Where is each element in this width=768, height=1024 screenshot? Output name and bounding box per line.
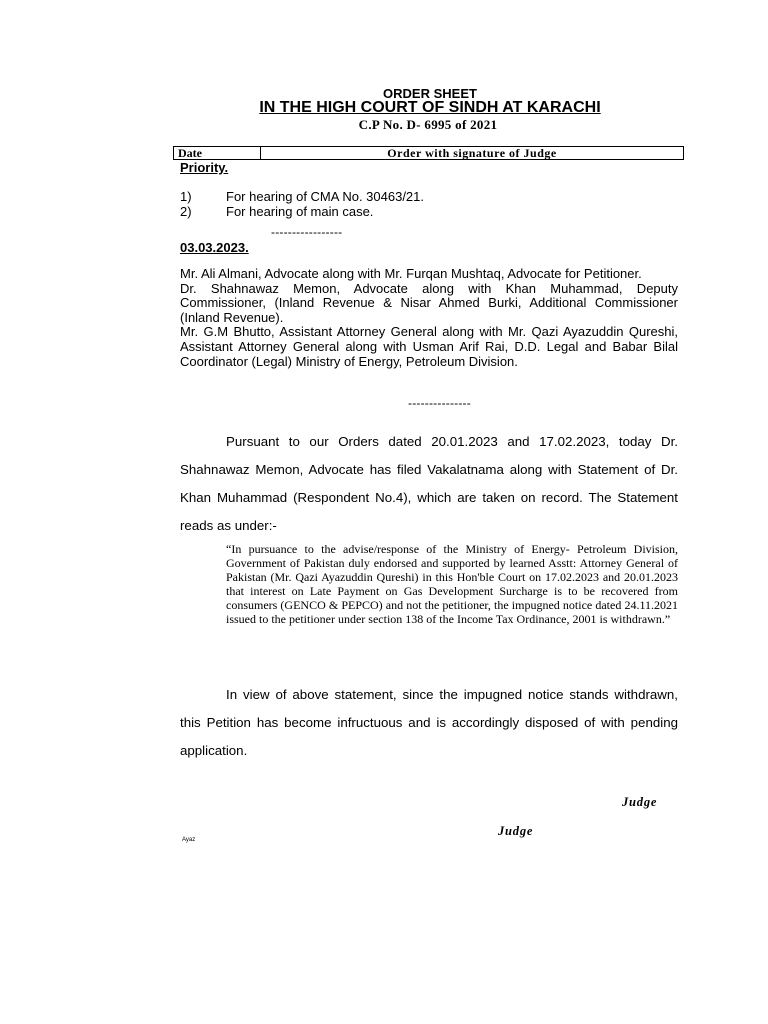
order-table-header	[173, 146, 684, 160]
separator: -----------------	[271, 225, 343, 239]
order-paragraph	[180, 428, 678, 540]
statement-quote: “In pursuance to the advise/response of the Ministry of Energy- Petroleum Division, Government of Pakistan duly endorsed and supported by learned Asstt: Attorney General of Pakistan (Mr. Qazi Ayazuddin Qureshi) in this Hon'ble Court on 17.02.2023 and 20.01.2023 that interest on Late Payment on Gas Development Surcharge is to be recovered from consumers (GENCO & PEPCO) and not the petitioner, the impugned notice dated 24.11.2021 issued to the petitioner under section 138 of the Income Tax Ordinance, 2001 is withdrawn.”	[226, 542, 678, 626]
appearance-respondent: Dr. Shahnawaz Memon, Advocate along with Khan Muhammad, Deputy Commissioner, (Inland Revenue & Nisar Ahmed Burki, Additional Commissioner (Inland Revenue).	[180, 280, 678, 325]
court-name: IN THE HIGH COURT OF SINDH AT KARACHI	[259, 99, 601, 116]
disposal-paragraph	[180, 681, 678, 765]
appearances	[180, 267, 678, 369]
item-number: 2)	[180, 204, 192, 219]
item-number: 1)	[180, 189, 192, 204]
item-text: For hearing of main case.	[226, 204, 374, 219]
date-column-header: Date	[178, 146, 202, 160]
list-item	[180, 204, 680, 220]
judge-signature: Judge	[498, 824, 534, 838]
order-column-header: Order with signature of Judge	[387, 146, 557, 160]
priority-label: Priority.	[180, 160, 229, 175]
order-paragraph-text: Pursuant to our Orders dated 20.01.2023 and 17.02.2023, today Dr. Shahnawaz Memon, Advocate has filed Vakalatnama along with Statement of Dr. Khan Muhammad (Respondent No.4), which are taken on record. The Statement reads as under:-	[180, 434, 678, 533]
order-date: 03.03.2023.	[180, 240, 249, 255]
appearance-petitioner: Mr. Ali Almani, Advocate along with Mr. Furqan Mushtaq, Advocate for Petitioner.	[180, 266, 642, 281]
appearance-attorney-general: Mr. G.M Bhutto, Assistant Attorney General along with Mr. Qazi Ayazuddin Qureshi, Assistant Attorney General along with Usman Arif Rai, D.D. Legal and Babar Bilal Coordinator (Legal) Ministry of Energy, Petroleum Division.	[180, 324, 678, 369]
case-number: C.P No. D- 6995 of 2021	[358, 117, 498, 132]
judge-signature: Judge	[622, 795, 658, 809]
document-title: ORDER SHEET	[383, 86, 477, 101]
list-item	[180, 189, 680, 205]
separator: ---------------	[408, 396, 471, 410]
disposal-paragraph-text: In view of above statement, since the impugned notice stands withdrawn, this Petition has become infructuous and is accordingly disposed of with pending application.	[180, 687, 678, 758]
typist-initials: Ayaz	[182, 837, 196, 843]
item-text: For hearing of CMA No. 30463/21.	[226, 189, 425, 204]
